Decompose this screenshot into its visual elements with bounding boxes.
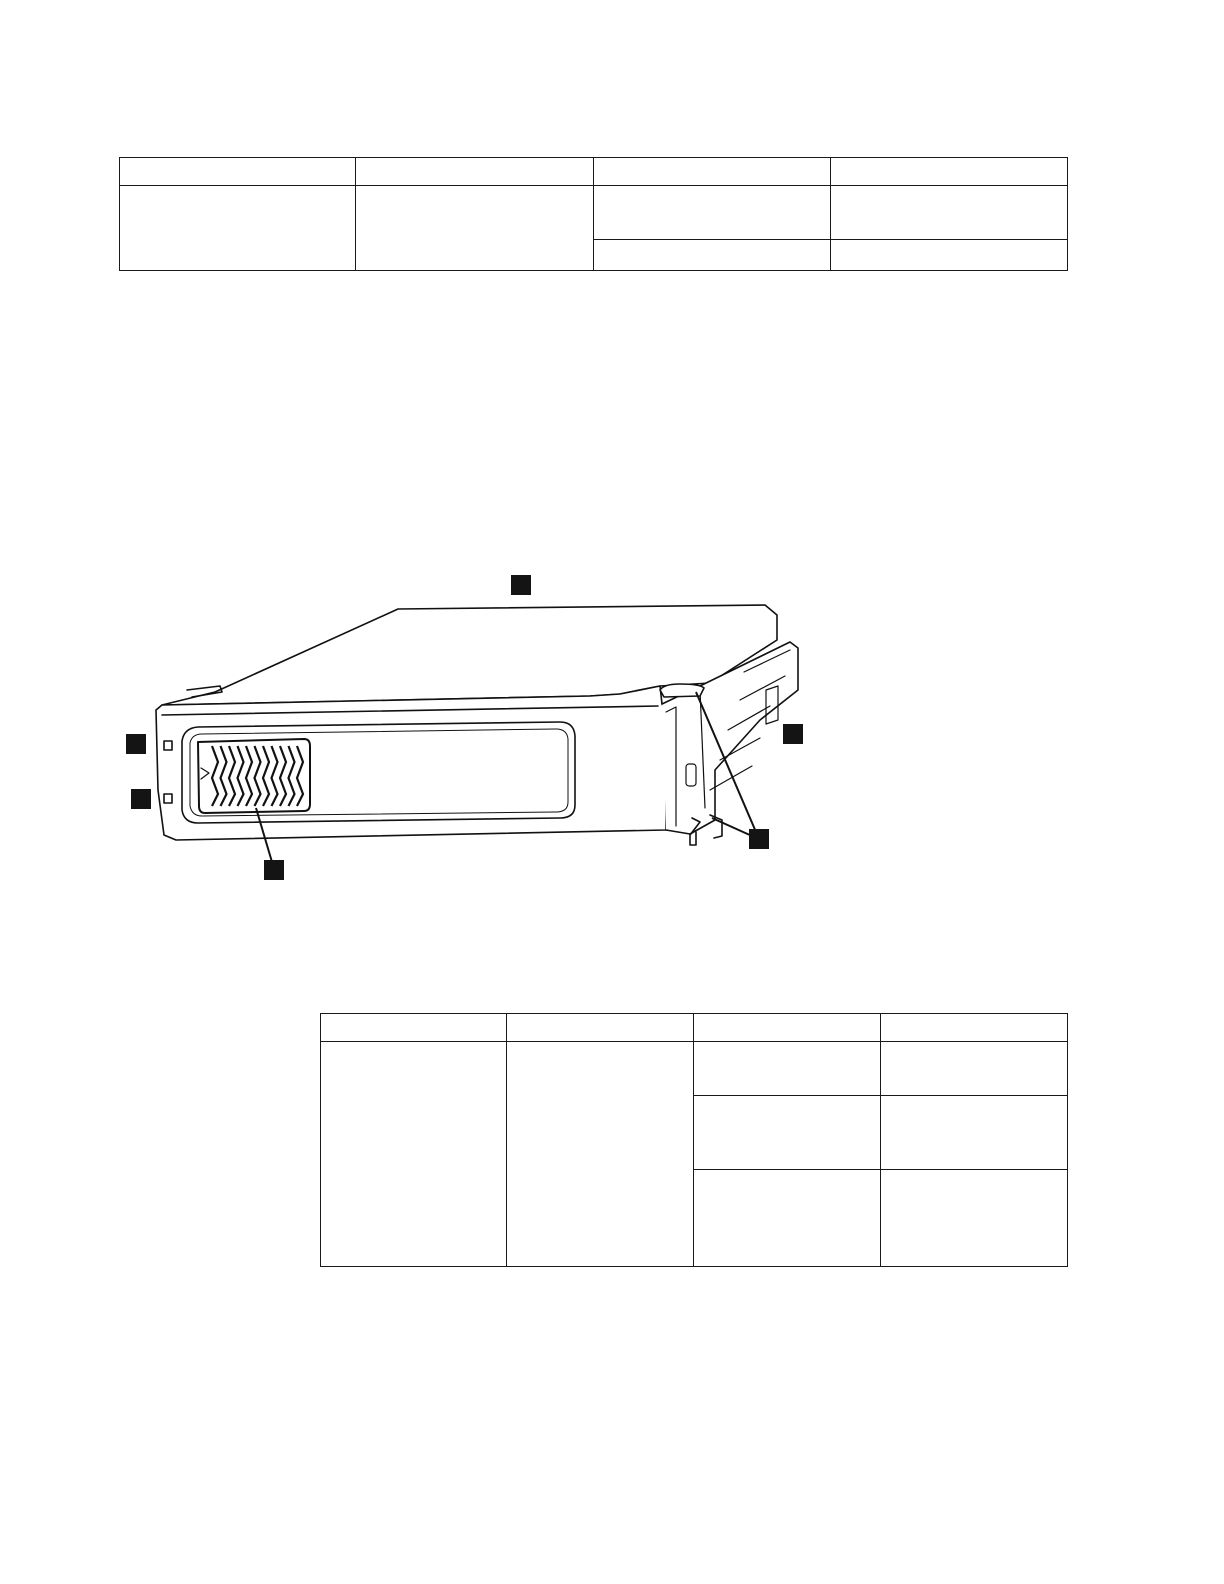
callout-marker xyxy=(783,724,803,744)
callout-marker xyxy=(126,734,146,754)
table-cell xyxy=(507,1042,694,1267)
table-row xyxy=(321,1042,1068,1096)
bottom-table xyxy=(320,1013,1068,1267)
table-cell xyxy=(694,1096,881,1170)
table-header-cell xyxy=(694,1014,881,1042)
table-header-cell xyxy=(507,1014,694,1042)
table-cell xyxy=(881,1170,1068,1267)
table-cell xyxy=(881,1042,1068,1096)
table-header-cell xyxy=(881,1014,1068,1042)
leader-rails-b xyxy=(712,818,752,836)
table-cell xyxy=(694,1170,881,1267)
table-header-cell xyxy=(321,1014,507,1042)
callout-marker xyxy=(131,789,151,809)
table-header-row xyxy=(321,1014,1068,1042)
callout-marker xyxy=(749,829,769,849)
table-cell xyxy=(881,1096,1068,1170)
callout-marker xyxy=(511,575,531,595)
table-cell xyxy=(321,1042,507,1267)
table-cell xyxy=(694,1042,881,1096)
callout-marker xyxy=(264,860,284,880)
